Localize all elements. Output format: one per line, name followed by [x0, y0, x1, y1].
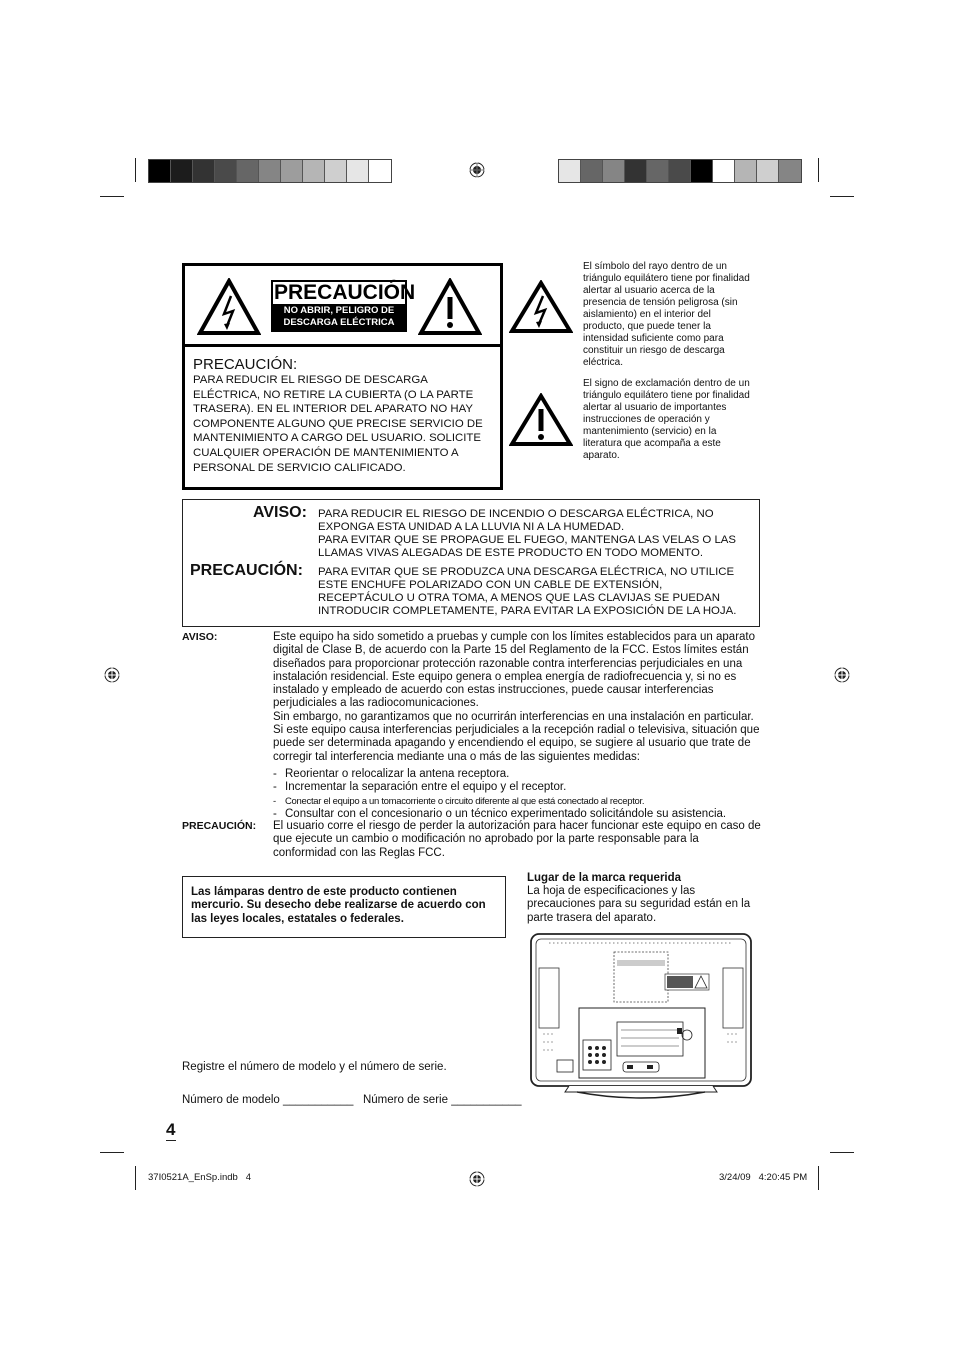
caution-subtitle-1: NO ABRIR, PELIGRO DE [283, 305, 395, 316]
aviso-line-2: EXPONGA ESTA UNIDAD A LA LLUVIA NI A LA HUMEDAD. [318, 521, 625, 533]
color-swatch [603, 160, 625, 182]
color-bar-right [558, 159, 802, 183]
color-swatch [347, 160, 369, 182]
aviso-text [318, 508, 758, 560]
footer-file: 37I0521A_EnSp.indb 4 [148, 1172, 252, 1183]
color-swatch [215, 160, 237, 182]
list-item: - Conectar el equipo a un tomacorriente o circuito diferente al que está conectado al receptor. [273, 795, 763, 808]
registration-mark-icon [469, 1171, 485, 1187]
mark-location-text: La hoja de especificaciones y las precauciones para su seguridad están en la parte trasera del aparato. [527, 885, 751, 924]
crop-mark-top-left-h [100, 196, 124, 197]
color-swatch [735, 160, 757, 182]
color-swatch [669, 160, 691, 182]
page-number: 4 [166, 1120, 176, 1139]
warning-box [182, 499, 760, 627]
fcc-aviso-paragraph-2: Sin embargo, no garantizamos que no ocurrirán interferencias en una instalación en particular. Si este equipo causa interferencias perjudiciales a la recepción radial o televisiva, situación que puede ser determinada apagando y encendiendo el equipo, se sugiere al usuario que trate de corregir tal interferencia mediante una o más de las siguientes medidas: [273, 710, 760, 763]
fcc-aviso-label: AVISO: [182, 631, 218, 643]
registration-mark-icon [834, 667, 850, 683]
exclamation-warning-icon [418, 278, 482, 336]
caution-title-block [271, 280, 416, 332]
serial-blank: ___________ [451, 1094, 522, 1106]
crop-mark-bottom-left-v [135, 1166, 136, 1190]
page-number-rule [166, 1140, 176, 1141]
mercury-text: Las lámparas dentro de este producto contienen mercurio. Su desecho debe realizarse de acuerdo con las leyes locales, estatales o federales. [191, 886, 486, 925]
list-item: - Reorientar o relocalizar la antena receptora. [273, 768, 763, 781]
aviso-line-4: LLAMAS VIVAS ALEGADAS DE ESTE PRODUCTO EN TODO MOMENTO. [318, 547, 704, 559]
footer-timestamp: 3/24/09 4:20:45 PM [719, 1172, 808, 1183]
aviso-line-3: PARA EVITAR QUE SE PROPAGUE EL FUEGO, MANTENGA LAS VELAS O LAS [318, 534, 736, 546]
serial-label: Número de serie [362, 1094, 448, 1106]
precaucion-label: PRECAUCIÓN: [190, 562, 303, 579]
exclamation-symbol-icon [509, 393, 573, 447]
precaucion-line-2: ESTE ENCHUFE POLARIZADO CON UN CABLE DE EXTENSIÓN, [318, 579, 663, 591]
precaucion-line-1: PARA EVITAR QUE SE PRODUZCA UNA DESCARGA ELÉCTRICA, NO UTILICE [318, 566, 735, 578]
color-swatch [325, 160, 347, 182]
fcc-aviso-paragraph-1: Este equipo ha sido sometido a pruebas y cumple con los límites establecidos para un aparato digital de Clase B, de acuerdo con la Parte 15 del Reglamento de la FCC. Estos límites están diseñados para proporcionar protección razonable contra interferencias perjudiciales en una instalación residencial. Este equipo genera o emplea energía de radiofrecuencia y, si no es instalado y empleado de acuerdo con estas instrucciones, puede causar interferencias perjudiciales a las radiocomunicaciones. [273, 631, 756, 710]
color-swatch [369, 160, 391, 182]
caution-divider [185, 344, 500, 347]
color-swatch [171, 160, 193, 182]
fcc-precaucion-text: El usuario corre el riesgo de perder la autorización para hacer funcionar este equipo en caso de que ejecute un cambio o modificación no aprobado por la parte responsable para la conformidad con las Reglas FCC. [273, 820, 761, 859]
color-swatch [259, 160, 281, 182]
registration-mark-icon [469, 162, 485, 178]
precaucion-line-4: INTRODUCIR COMPLETAMENTE, PARA EVITAR LA EXPOSICIÓN DE LA HOJA. [318, 605, 737, 617]
color-bar-left [148, 159, 392, 183]
aviso-line-1: PARA REDUCIR EL RIESGO DE INCENDIO O DESCARGA ELÉCTRICA, NO [318, 508, 714, 520]
caution-subtitle-2: DESCARGA ELÉCTRICA [283, 317, 395, 328]
crop-mark-bottom-right-v [818, 1166, 819, 1190]
mark-location-title: Lugar de la marca requerida [527, 872, 682, 884]
mercury-box [182, 876, 506, 938]
crop-mark-top-right-h [830, 196, 854, 197]
precaucion-line-3: RECEPTÁCULO U OTRA TOMA, A MENOS QUE LAS CLAVIJAS SE PUEDAN [318, 592, 720, 604]
crop-mark-top-left-v [135, 158, 136, 182]
color-swatch [691, 160, 713, 182]
lightning-warning-icon [197, 278, 261, 336]
color-swatch [647, 160, 669, 182]
tv-rear-illustration [529, 932, 753, 1104]
caution-title: PRECAUCIÓN [274, 281, 416, 304]
lightning-explanation: El símbolo del rayo dentro de un triángulo equilátero tiene por finalidad alertar al usuario acerca de la presencia de tensión peligrosa (sin aislamiento) en el interior del producto, que puede tener la intensidad suficiente como para constituir un riesgo de descarga eléctrica. [583, 261, 750, 368]
crop-mark-bottom-right-h [830, 1152, 854, 1153]
color-swatch [581, 160, 603, 182]
precaucion-text [318, 566, 758, 618]
fcc-aviso-text [273, 631, 763, 821]
caution-heading: PRECAUCIÓN: [193, 356, 298, 373]
fcc-measures-list [273, 768, 763, 821]
register-instruction: Registre el número de modelo y el número de serie. [182, 1061, 447, 1073]
exclamation-explanation: El signo de exclamación dentro de un triángulo equilátero tiene por finalidad alertar al usuario de importantes instrucciones de operación y mantenimiento (servicio) en la literatura que acompaña a este aparato. [583, 378, 750, 461]
color-swatch [757, 160, 779, 182]
color-swatch [303, 160, 325, 182]
registration-mark-icon [104, 667, 120, 683]
list-item: - Incrementar la separación entre el equipo y el receptor. [273, 781, 763, 794]
color-swatch [779, 160, 801, 182]
color-swatch [237, 160, 259, 182]
crop-mark-bottom-left-h [100, 1152, 124, 1153]
color-swatch [713, 160, 735, 182]
register-fields [182, 1094, 522, 1107]
color-swatch [281, 160, 303, 182]
fcc-precaucion-label: PRECAUCIÓN: [182, 820, 257, 832]
color-swatch [625, 160, 647, 182]
aviso-label: AVISO: [253, 504, 307, 521]
color-swatch [559, 160, 581, 182]
crop-mark-top-right-v [818, 158, 819, 182]
caution-text: PARA REDUCIR EL RIESGO DE DESCARGA ELÉCTRICA, NO RETIRE LA CUBIERTA (O LA PARTE TRASERA). EN EL INTERIOR DEL APARATO NO HAY COMPONENTE ALGUNO QUE PRECISE SERVICIO DE MANTENIMIENTO A CARGO DEL USUARIO. SOLICITE CUALQUIER OPERACIÓN DE MANTENIMIENTO A PERSONAL DE SERVICIO CALIFICADO. [193, 374, 483, 474]
color-swatch [193, 160, 215, 182]
list-item: - Consultar con el concesionario o un técnico experimentado solicitándole su asistencia. [273, 808, 763, 821]
model-label: Número de modelo [182, 1094, 280, 1106]
color-swatch [149, 160, 171, 182]
model-blank: ___________ [283, 1094, 354, 1106]
lightning-symbol-icon [509, 280, 573, 334]
caution-label-box [182, 263, 503, 490]
